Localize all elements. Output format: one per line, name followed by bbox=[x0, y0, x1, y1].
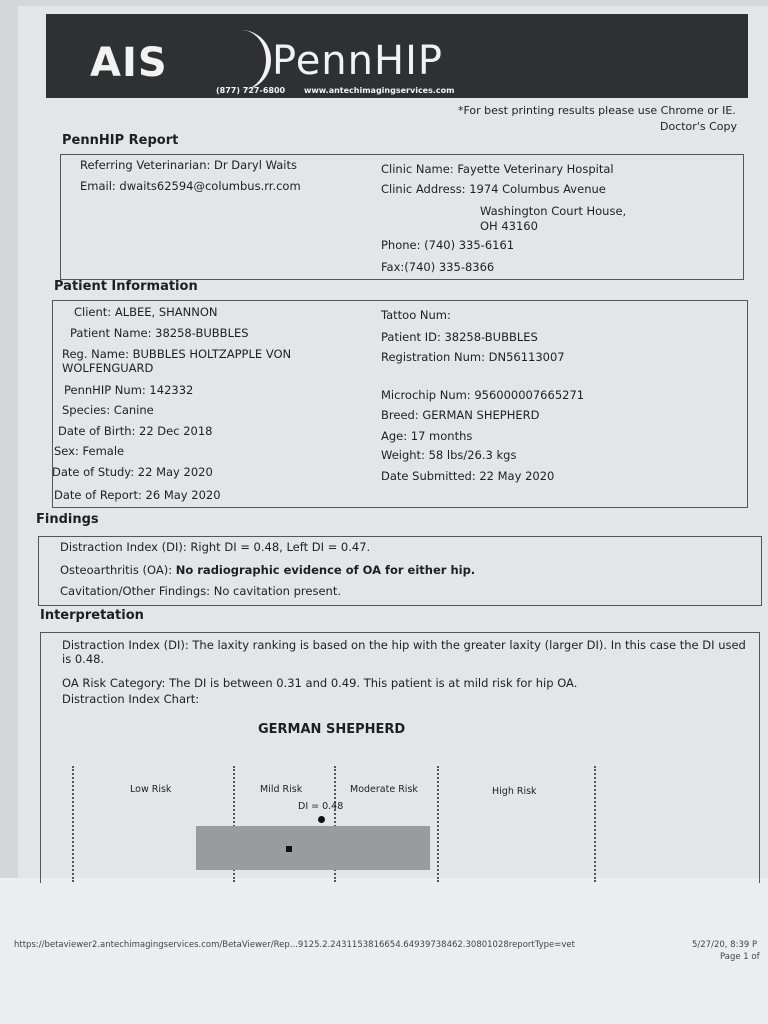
header-phone: (877) 727-6800 bbox=[216, 86, 286, 95]
chart-boundary-line bbox=[594, 766, 596, 882]
findings-cavitation: Cavitation/Other Findings: No cavitation present. bbox=[60, 584, 341, 598]
patient-species: Species: Canine bbox=[62, 403, 154, 417]
risk-moderate: Moderate Risk bbox=[350, 784, 418, 795]
logo-ais: AIS bbox=[90, 40, 168, 86]
risk-low: Low Risk bbox=[130, 784, 172, 795]
microchip-num: Microchip Num: 956000007665271 bbox=[381, 388, 585, 402]
date-of-report: Date of Report: 26 May 2020 bbox=[54, 488, 221, 502]
header-banner bbox=[46, 14, 748, 98]
patient-id: Patient ID: 38258-BUBBLES bbox=[381, 330, 538, 344]
logo-swoosh-icon bbox=[222, 30, 271, 90]
patient-sex: Sex: Female bbox=[54, 444, 125, 458]
clinic-state: OH 43160 bbox=[480, 219, 538, 233]
clinic-address: Clinic Address: 1974 Columbus Avenue bbox=[381, 182, 606, 196]
patient-reg-name: Reg. Name: BUBBLES HOLTZAPPLE VON WOLFENGUARD bbox=[62, 347, 292, 375]
patient-name: Patient Name: 38258-BUBBLES bbox=[70, 326, 249, 340]
breed-mean-marker bbox=[286, 846, 292, 852]
di-marker-label: DI = 0.48 bbox=[298, 801, 344, 812]
logo-pennhip: PennHIP bbox=[272, 38, 444, 84]
footer-datetime: 5/27/20, 8:39 P bbox=[692, 940, 758, 950]
registration-num: Registration Num: DN56113007 bbox=[381, 350, 565, 364]
clinic-phone: Phone: (740) 335-6161 bbox=[381, 238, 515, 252]
findings-oa bbox=[60, 563, 475, 577]
header-website: www.antechimagingservices.com bbox=[304, 86, 455, 95]
chart-boundary-line bbox=[437, 766, 439, 882]
patient-breed: Breed: GERMAN SHEPHERD bbox=[381, 408, 540, 422]
footer-page-number: Page 1 of bbox=[720, 952, 760, 962]
patient-client: Client: ALBEE, SHANNON bbox=[74, 305, 218, 319]
clinic-name: Clinic Name: Fayette Veterinary Hospital bbox=[381, 162, 614, 176]
vet-email: Email: dwaits62594@columbus.rr.com bbox=[80, 179, 301, 193]
date-of-study: Date of Study: 22 May 2020 bbox=[52, 465, 213, 479]
interpretation-title: Interpretation bbox=[40, 608, 144, 623]
clinic-fax: Fax:(740) 335-8366 bbox=[381, 260, 495, 274]
findings-di: Distraction Index (DI): Right DI = 0.48, Left DI = 0.47. bbox=[60, 540, 371, 554]
footer-url: https://betaviewer2.antechimagingservices.com/BetaViewer/Rep...9125.2.2431153816654.64939738462.30801028reportType=vet bbox=[14, 940, 575, 950]
chart-label: Distraction Index Chart: bbox=[62, 692, 200, 706]
print-note: *For best printing results please use Chrome or IE. bbox=[458, 104, 736, 117]
date-submitted: Date Submitted: 22 May 2020 bbox=[381, 469, 555, 483]
tattoo-num: Tattoo Num: bbox=[381, 308, 451, 322]
pennhip-num: PennHIP Num: 142332 bbox=[64, 383, 194, 397]
oa-risk-category: OA Risk Category: The DI is between 0.31 and 0.49. This patient is at mild risk for hip OA. bbox=[62, 676, 578, 690]
patient-section-title: Patient Information bbox=[54, 279, 198, 294]
copy-label: Doctor's Copy bbox=[660, 120, 737, 133]
chart-boundary-line bbox=[72, 766, 74, 882]
risk-high: High Risk bbox=[492, 786, 537, 797]
findings-title: Findings bbox=[36, 512, 99, 527]
chart-title: GERMAN SHEPHERD bbox=[258, 722, 406, 737]
oa-label: Osteoarthritis (OA): bbox=[60, 563, 176, 577]
patient-dob: Date of Birth: 22 Dec 2018 bbox=[58, 424, 213, 438]
risk-mild: Mild Risk bbox=[260, 784, 303, 795]
clinic-city: Washington Court House, bbox=[480, 204, 627, 218]
patient-age: Age: 17 months bbox=[381, 429, 473, 443]
di-marker-dot bbox=[318, 816, 325, 823]
referring-vet: Referring Veterinarian: Dr Daryl Waits bbox=[80, 158, 297, 172]
interpretation-di: Distraction Index (DI): The laxity ranking is based on the hip with the greater laxity (larger DI). In this case the DI used is 0.48. bbox=[62, 638, 746, 666]
report-title: PennHIP Report bbox=[62, 133, 179, 148]
page-bottom-area bbox=[0, 878, 768, 1024]
patient-weight: Weight: 58 lbs/26.3 kgs bbox=[381, 448, 517, 462]
oa-value: No radiographic evidence of OA for either hip. bbox=[175, 563, 476, 577]
breed-range-bar bbox=[196, 826, 430, 870]
